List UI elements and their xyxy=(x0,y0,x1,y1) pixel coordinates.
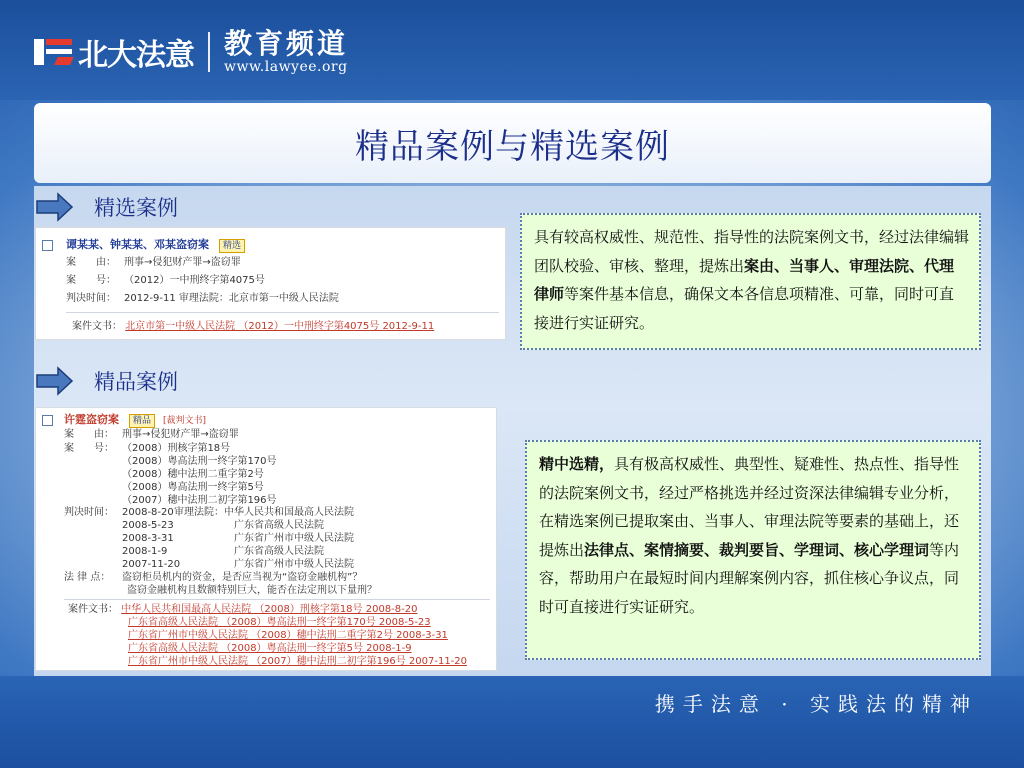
doc-row xyxy=(72,320,434,333)
case-checkbox[interactable] xyxy=(42,240,53,251)
selected-tag: 精选 xyxy=(219,239,245,253)
page-title: 精品案例与精选案例 xyxy=(355,126,670,167)
divider xyxy=(64,599,490,600)
case-number: （2007）穗中法刑二初字第196号 xyxy=(122,495,277,506)
note-text: 具有较高权威性、规范性、指导性的法院案例文书，经过法律编辑团队校验、审核、整理，提炼出 xyxy=(534,228,970,275)
court-name: 广东省高级人民法院 xyxy=(234,520,324,531)
date-row xyxy=(122,545,324,558)
judgment-doc-tag[interactable]: [裁判文书] xyxy=(163,416,207,426)
judgment-date: 2007-11-20 xyxy=(122,559,181,570)
selected-case-screenshot xyxy=(35,227,506,340)
document-link[interactable]: 广东省广州市中级人民法院 （2007）穗中法刑二初字第196号 2007-11-20 xyxy=(128,656,468,667)
row-value: 2012-9-11 审理法院：北京市第一中级人民法院 xyxy=(124,293,339,304)
case-number: （2008）粤高法刑一终字第170号 xyxy=(122,456,277,467)
judgment-date: 2008-3-31 xyxy=(122,533,174,544)
premium-section-label: 精品案例 xyxy=(94,370,178,394)
note-text: 具有极高权威性、典型性、疑难性、热点性、指导性的法院案例文书，经过严格挑选并经过资深法律编辑专业分析，在精选案例已提取案由、当事人、审理法院等要素的基础上，还提炼出 xyxy=(539,455,960,559)
selected-section-header xyxy=(36,192,178,222)
arrow-right-icon xyxy=(36,192,74,222)
number-row xyxy=(64,442,230,455)
note-bold-text: 法律点、案情摘要、裁判要旨、学理词、核心学理词 xyxy=(584,540,930,559)
row-key: 判决时间： xyxy=(66,293,116,304)
reason-row xyxy=(66,256,241,269)
row-key: 案 由： xyxy=(64,429,114,440)
channel-name: 教育频道 xyxy=(224,27,349,60)
logo-divider xyxy=(208,32,210,72)
judgment-date: 2008-1-9 xyxy=(122,546,168,557)
date-row xyxy=(122,558,354,571)
row-key: 案 由： xyxy=(66,257,116,268)
row-key: 案件文书： xyxy=(68,604,118,615)
note-text: 等案件基本信息，确保文本各信息项精准、可靠，同时可直接进行实证研究。 xyxy=(534,285,955,332)
premium-case-screenshot xyxy=(35,407,497,671)
judgment-date: 2008-5-23 xyxy=(122,520,174,531)
logo-text: 北大法意 xyxy=(78,38,194,73)
law-point: 盗窃柜员机内的资金，是否应当视为“盗窃金融机构”？ xyxy=(122,572,363,583)
arrow-right-icon xyxy=(36,366,74,396)
row-value: 刑事→侵犯财产罪→盗窃罪 xyxy=(124,257,241,268)
note-bold-text: 精中选精， xyxy=(539,455,615,473)
case-title[interactable] xyxy=(66,236,245,253)
case-number: （2008）刑核字第18号 xyxy=(122,443,231,454)
court-name: 广东省广州市中级人民法院 xyxy=(234,533,354,544)
row-key: 案件文书： xyxy=(72,321,122,332)
date-row xyxy=(122,532,354,545)
date-row xyxy=(64,506,354,519)
law-point-row xyxy=(64,571,362,584)
case-checkbox[interactable] xyxy=(42,415,53,426)
premium-section-header xyxy=(36,366,178,396)
date-row xyxy=(66,292,339,305)
note-text: 等内容，帮助用户在最短时间内理解案例内容，抓住核心争议点，同时可直接进行实证研究。 xyxy=(539,540,960,616)
row-value: （2012）一中刑终字第4075号 xyxy=(124,275,265,286)
case-number: （2008）穗中法刑二重字第2号 xyxy=(122,469,264,480)
document-link[interactable]: 广东省高级人民法院 （2008）粤高法刑一终字第170号 2008-5-23 xyxy=(128,617,431,628)
note-bold-text: 案由、当事人、审理法院、代理律师 xyxy=(534,256,955,303)
court-name: 广东省高级人民法院 xyxy=(234,546,324,557)
row-key: 案 号： xyxy=(66,275,116,286)
document-link[interactable]: 北京市第一中级人民法院 （2012）一中刑终字第4075号 2012-9-11 xyxy=(125,321,435,332)
row-key: 判决时间： xyxy=(64,507,114,518)
case-title-text[interactable]: 谭某某、钟某某、邓某盗窃案 xyxy=(66,238,209,251)
court-label: 审理法院： xyxy=(174,507,224,518)
site-url: www.lawyee.org xyxy=(224,59,348,75)
case-number: （2008）粤高法刑一终字第5号 xyxy=(122,482,264,493)
slogan: 携手法意 · 实践法的精神 xyxy=(654,692,978,716)
premium-note xyxy=(525,440,981,660)
court-name: 中华人民共和国最高人民法院 xyxy=(224,507,354,518)
title-bar xyxy=(34,103,991,183)
doc-row xyxy=(68,603,417,616)
premium-tag: 精品 xyxy=(129,414,155,428)
brand-logo xyxy=(34,27,349,75)
case-title[interactable] xyxy=(64,411,206,428)
document-link[interactable]: 广东省广州市中级人民法院 （2008）穗中法刑二重字第2号 2008-3-31 xyxy=(128,630,448,641)
number-row xyxy=(66,274,265,287)
document-link[interactable]: 中华人民共和国最高人民法院 （2008）刑核字第18号 2008-8-20 xyxy=(121,604,418,615)
judgment-date: 2008-8-20 xyxy=(122,507,174,518)
selected-note xyxy=(520,213,981,350)
reason-row xyxy=(64,428,239,441)
document-link[interactable]: 广东省高级人民法院 （2008）粤高法刑一终字第5号 2008-1-9 xyxy=(128,643,412,654)
lawyee-logo-icon xyxy=(34,35,74,69)
court-name: 广东省广州市中级人民法院 xyxy=(234,559,354,570)
divider xyxy=(66,312,499,313)
row-value: 刑事→侵犯财产罪→盗窃罪 xyxy=(122,429,239,440)
case-title-text[interactable]: 许霆盗窃案 xyxy=(64,413,119,426)
law-point: 盗窃金融机构且数额特别巨大，能否在法定刑以下量刑？ xyxy=(127,585,377,596)
date-row xyxy=(122,519,324,532)
row-key: 案 号： xyxy=(64,443,114,454)
row-key: 法 律 点： xyxy=(64,572,111,583)
selected-section-label: 精选案例 xyxy=(94,196,178,220)
